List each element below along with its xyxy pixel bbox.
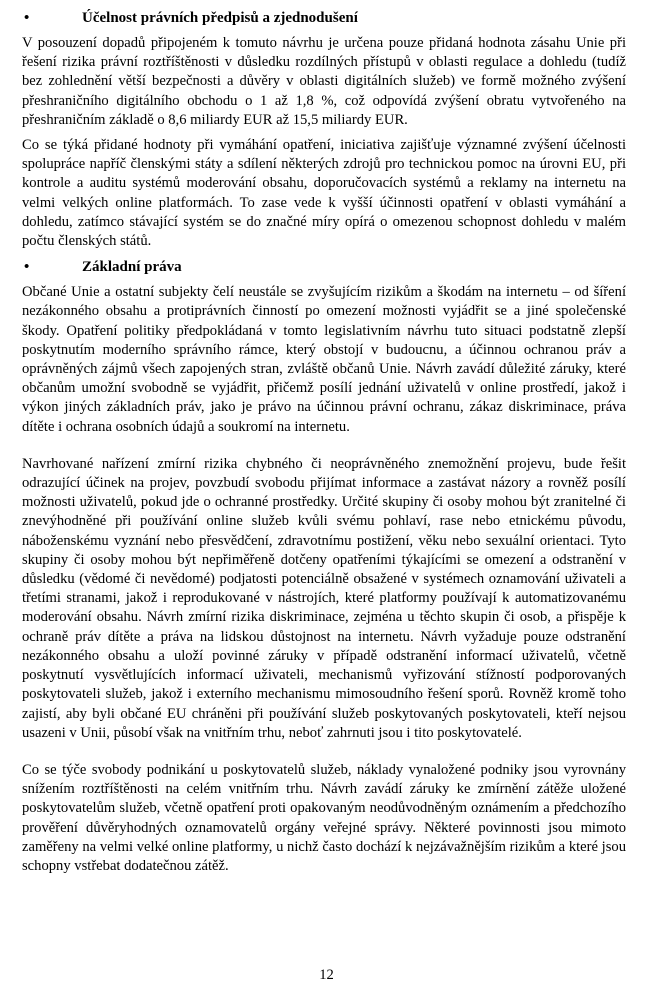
- section-title: Základní práva: [82, 259, 182, 276]
- paragraph: Co se týče svobody podnikání u poskytovatelů služeb, náklady vynaložené podniky jsou vyrovnány snížením roztříštěnosti na celém vnitřním trhu. Návrh zavádí záruky ke zmírnění zátěže uložené poskytovatelům služeb, včetně opatření proti opakovaným neodůvodněným oznámením a předchozího prověření důvěryhodných oznamovatelů orgány veřejné správy. Některé povinnosti jsou mimoto zaměřeny na velmi velké online platformy, u nichž často dochází k nejzávažnějším rizikům a které jsou schopny vstřebat dodatečnou zátěž.: [22, 761, 626, 874]
- page-number: 12: [319, 967, 334, 983]
- paragraph: Občané Unie a ostatní subjekty čelí neustále se zvyšujícím rizikům a škodám na internetu – od šíření nezákonného obsahu a protiprávních činností po omezení možnosti vyjádřit se a jiné společenské škody. Opatření politiky předpokládaná v tomto legislativním návrhu tuto situaci podstatně zlepší poskytnutím moderního správního rámce, který obstojí v budoucnu, a účinnou ochranou práv a oprávněných zájmů všech zapojených stran, zvláště občanů Unie. Návrh zavádí důležité záruky, které občanům umožní svobodně se vyjádřit, přičemž posílí jednání uživatelů v online prostředí, jakož i výkon jiných základních práv, jako je právo na účinnou právní ochranu, zákaz diskriminace, práva dítěte i ochrana osobních údajů a soukromí na internetu.: [22, 284, 626, 435]
- bullet-icon: •: [24, 10, 30, 26]
- section-heading-fundamental-rights: [22, 257, 626, 277]
- bullet-icon: •: [24, 259, 30, 276]
- paragraph: Navrhované nařízení zmírní rizika chybného či neoprávněného znemožnění projevu, bude řešit odrazující účinek na projev, povzbudí svobodu přijímat informace a zastávat názory a rovněž posílí možnosti uživatelů, pokud jde o ochranné prostředky. Určité skupiny či osoby mohou být zranitelné či znevýhodněné při používání online služeb kvůli svému pohlaví, rase nebo etnickému původu, náboženskému vyznání nebo přesvědčení, zdravotnímu postižení, věku nebo sexuální orientaci. Tyto skupiny či osoby mohou být nepřiměřeně dotčeny opatřeními týkajícími se omezení a odstranění v důsledku (vědomé či nevědomé) podjatosti potenciálně obsažené v systémech oznamování uživateli a třetími stranami, jakož i reprodukované v nástrojích, které platformy používají k automatizovanému moderování obsahu. Návrh zmírní rizika diskriminace, zejména u těchto skupin či osob, a přispěje k ochraně práv dítěte a práva na lidskou důstojnost na internetu. Návrh vyžaduje pouze odstranění nezákonného obsahu a uloží povinné záruky v případě odstranění informací uživatelů, včetně poskytnutí vysvětlujících informací uživateli, mechanismů vyřizování stížností podporovaných poskytovateli služeb, jakož i externího mechanismu mimosoudního řešení sporů. Rovněž kromě toho zajistí, aby byli občané EU chráněni při používání služeb poskytovaných poskytovateli, kteří nejsou usazeni v Unii, působí však na vnitřním trhu, neboť zahrnuti jsou i tito poskytovatelé.: [22, 455, 626, 741]
- paragraph: V posouzení dopadů připojeném k tomuto návrhu je určena pouze přidaná hodnota zásahu Unie při řešení rizika právní roztříštěnosti v důsledku rozdílných přístupů v oblasti regulace a dohledu (tudíž bez zohlednění větší bezpečnosti a důvěry v oblasti digitálních služeb) ve formě možného zvýšení přeshraničního digitálního obchodu o 1 až 1,8 %, což odpovídá zvýšení obratu vytvořeného na přeshraničním základě o 8,6 miliardy EUR až 15,5 miliardy EUR.: [22, 35, 626, 128]
- section-heading-regulatory-fitness: [22, 8, 626, 28]
- document-page: [22, 8, 626, 876]
- section-title: Účelnost právních předpisů a zjednodušení: [82, 10, 358, 26]
- paragraph: Co se týká přidané hodnoty při vymáhání opatření, iniciativa zajišťuje významné zvýšení účelnosti spolupráce napříč členskými státy a sdílení některých zdrojů pro technickou pomoc na úrovni EU, při kontrole a auditu systémů moderování obsahu, doporučovacích systémů a reklamy na internetu na velmi velkých online platformách. To zase vede k vyšší účinnosti opatření v oblasti vymáhání a dohledu, zatímco stávající systém se do značné míry opírá o omezenou schopnost dohledu v malém počtu členských států.: [22, 137, 626, 250]
